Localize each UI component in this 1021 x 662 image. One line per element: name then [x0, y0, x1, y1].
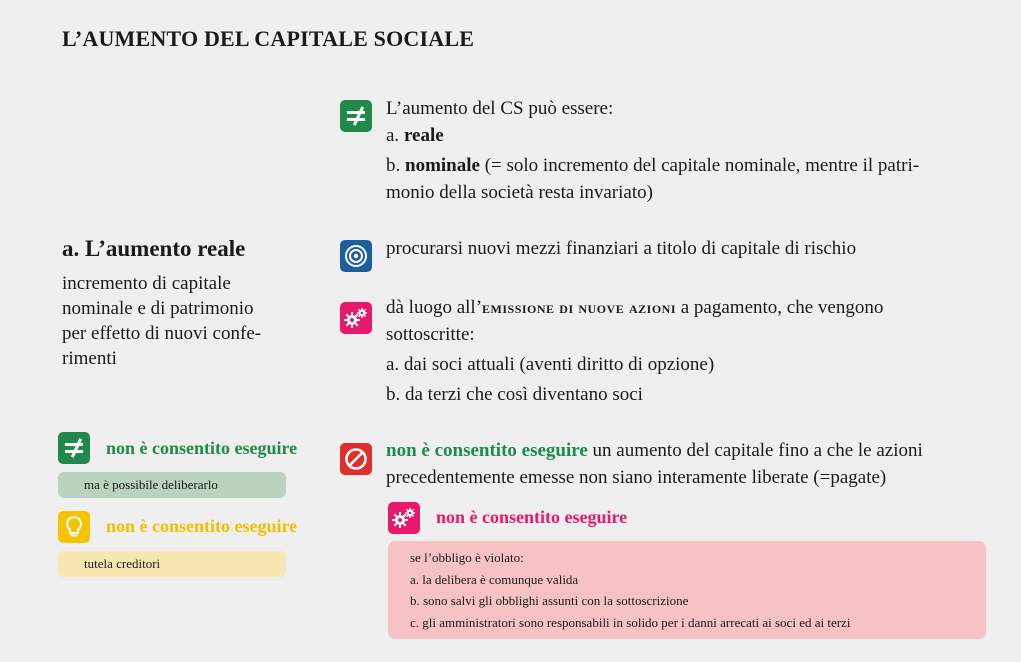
page-title: L’AUMENTO DEL CAPITALE SOCIALE — [62, 26, 475, 51]
prohibited-icon — [340, 443, 372, 475]
yellow-label: non è consentito eseguire — [106, 516, 298, 536]
target-text: procurarsi nuovi mezzi finanziari a titolo di capitale di rischio — [386, 238, 857, 259]
yellow-note: tutela creditori — [58, 551, 286, 577]
emission-b: b. da terzi che così diventano soci — [386, 384, 643, 405]
not-equal-icon — [340, 100, 372, 132]
desc-line: nominale e di patrimonio — [62, 298, 254, 319]
not-equal-icon — [58, 432, 90, 464]
intro-a-bold: reale — [403, 125, 444, 146]
green-label: non è consentito eseguire — [106, 438, 298, 458]
violation-line: c. gli amministratori sono responsabili in solido per i danni arrecati ai soci ed ai terzi — [410, 614, 851, 630]
emission-line1 — [386, 294, 996, 321]
intro-option-b-cont: monio della società resta invariato) — [386, 182, 653, 203]
emission-prefix: dà luogo all’ — [386, 297, 483, 318]
lightbulb-icon — [58, 511, 90, 543]
intro-option-a — [386, 122, 996, 149]
emission-suffix: a pagamento, che vengono — [675, 297, 884, 318]
intro-b-rest1: (= solo incremento del capitale nominale, mentre il patri- — [479, 155, 920, 176]
intro-a-prefix: a. — [386, 125, 404, 146]
emission-text — [386, 294, 996, 408]
prohibition-line2: precedentemente emesse non siano interamente liberate (=pagate) — [386, 467, 887, 488]
emission-a: a. dai soci attuali (aventi diritto di opzione) — [386, 354, 715, 375]
desc-line: incremento di capitale — [62, 273, 231, 294]
intro-option-b — [386, 152, 996, 179]
intro-b-prefix: b. — [386, 155, 405, 176]
intro-b-bold: nominale — [405, 155, 480, 176]
section-heading: a. L’aumento reale — [62, 236, 246, 261]
intro-line1: L’aumento del CS può essere: — [386, 98, 614, 119]
prohibition-rest1: un aumento del capitale fino a che le azioni — [587, 440, 923, 461]
green-note: ma è possibile deliberarlo — [58, 472, 286, 498]
emission-line2: sottoscritte: — [386, 324, 475, 345]
emission-caps: emissione di nuove azioni — [482, 298, 676, 317]
violation-box — [388, 541, 986, 639]
violation-label: non è consentito eseguire — [436, 507, 628, 527]
gears-icon — [340, 302, 372, 334]
intro-text — [386, 95, 996, 206]
violation-line: b. sono salvi gli obblighi assunti con la sottoscrizione — [410, 593, 689, 608]
prohibition-green: non è consentito eseguire — [386, 440, 588, 461]
desc-line: per effetto di nuovi confe- — [62, 323, 262, 344]
violation-line: se l’obbligo è violato: — [410, 550, 524, 565]
desc-line: rimenti — [62, 348, 117, 369]
section-description — [62, 271, 261, 371]
violation-line: a. la delibera è comunque valida — [410, 571, 579, 587]
prohibition-line1 — [386, 437, 996, 464]
target-icon — [340, 240, 372, 272]
gears-icon — [388, 502, 420, 534]
prohibition-text — [386, 437, 996, 491]
